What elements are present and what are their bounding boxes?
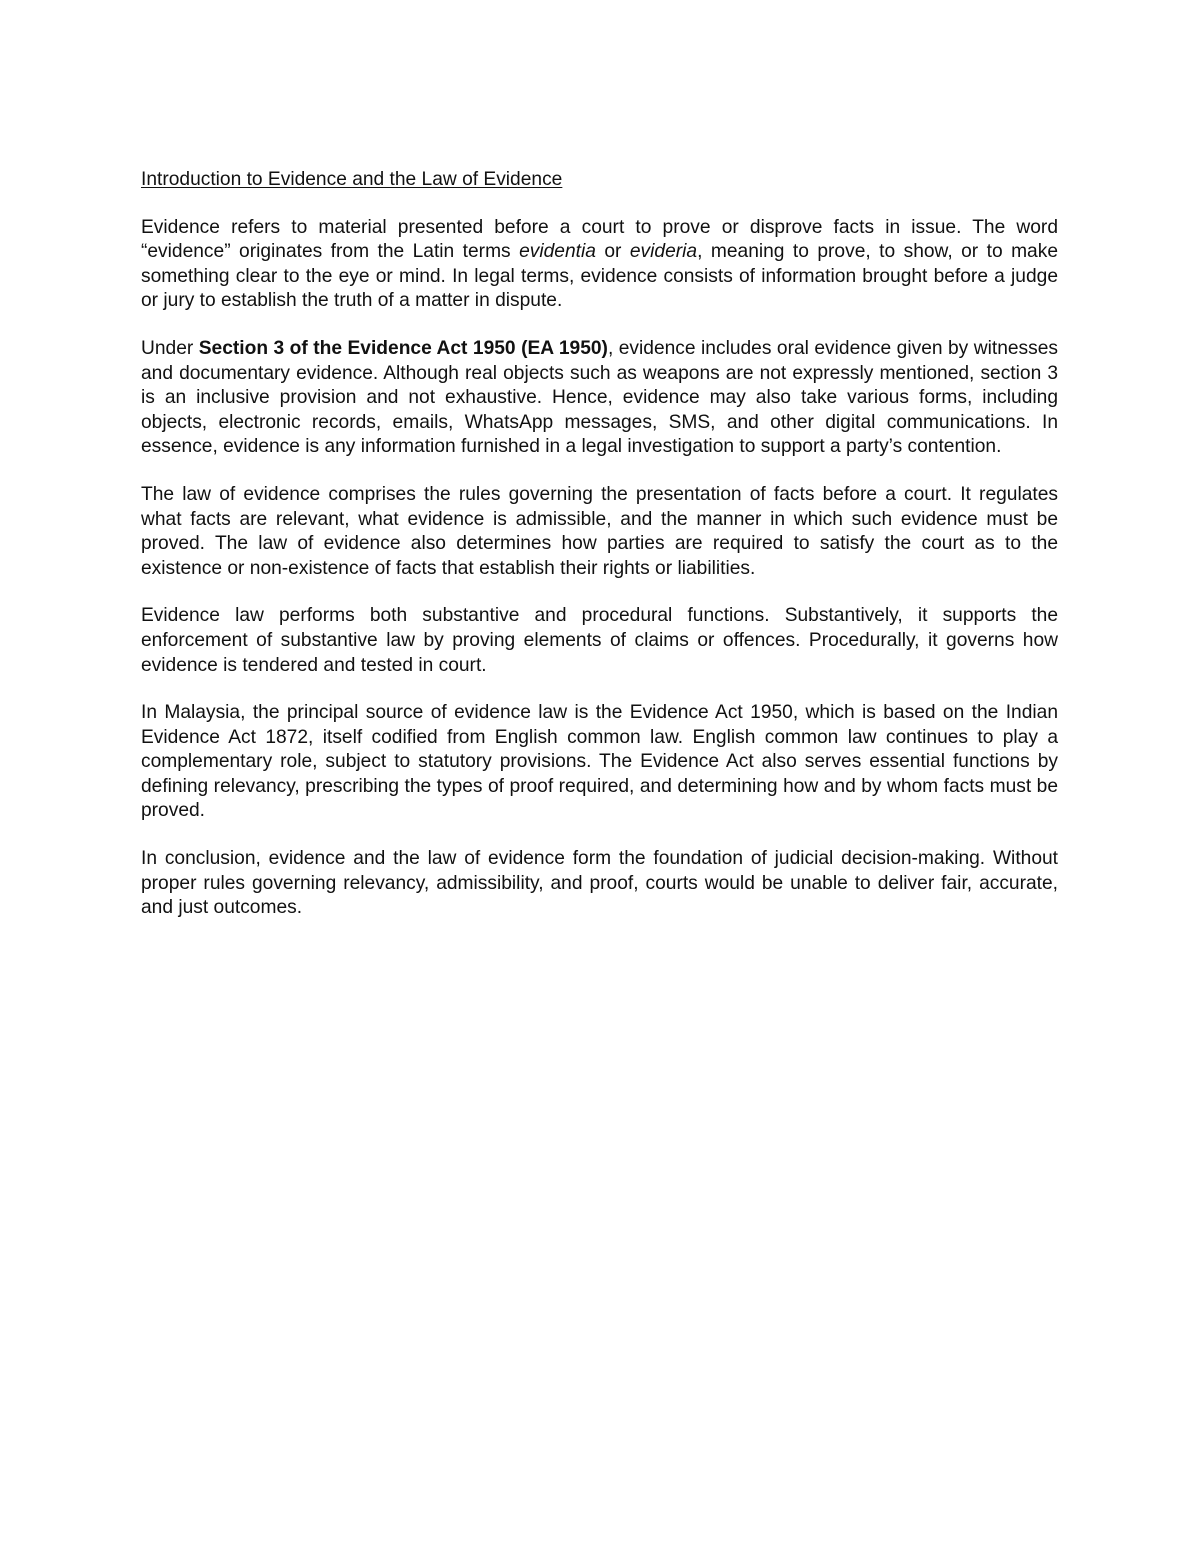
paragraph-conclusion: In conclusion, evidence and the law of evidence form the foundation of judicial decision-making. Without proper rules governing relevancy, admissibility, and proof, courts would be unable to deliver fair, accurate, and just outcomes. — [141, 848, 1058, 919]
latin-term-evideria: evideria — [629, 241, 698, 263]
paragraph-text: , evidence includes oral evidence given by witnesses and documentary evidence. Although real objects such as weapons are not expressly mentioned, section 3 is an inclusive provision and not exhaustive. Hence, evidence may also take various forms, including objects, electronic records, emails, WhatsApp messages, SMS, and other digital communications. In essence, evidence is any information furnished in a legal investigation to support a party’s contention. — [141, 337, 1058, 458]
paragraph-functions: Evidence law performs both substantive and procedural functions. Substantively, it supports the enforcement of substantive law by proving elements of claims or offences. Procedurally, it governs how evidence is tendered and tested in court. — [141, 605, 1058, 676]
paragraph-section-3 — [141, 337, 1058, 460]
latin-term-evidentia: evidentia — [519, 241, 596, 263]
document-body — [141, 168, 1058, 944]
paragraph-malaysia-sources: In Malaysia, the principal source of evidence law is the Evidence Act 1950, which is based on the Indian Evidence Act 1872, itself codified from English common law. English common law continues to play a complementary role, subject to statutory provisions. The Evidence Act also serves essential functions by defining relevancy, prescribing the types of proof required, and determining how and by whom facts must be proved. — [141, 702, 1058, 822]
paragraph-text: , meaning to prove, to show, or to make something clear to the eye or mind. In legal terms, evidence consists of information brought before a judge or jury to establish the truth of a matter in dispute. — [141, 241, 1058, 312]
paragraph-law-of-evidence: The law of evidence comprises the rules governing the presentation of facts before a court. It regulates what facts are relevant, what evidence is admissible, and the manner in which such evidence must be proved. The law of evidence also determines how parties are required to satisfy the court as to the existence or non-existence of facts that establish their rights or liabilities. — [141, 483, 1058, 579]
paragraph-text: Evidence refers to material presented before a court to prove or disprove facts in issue. The word “evidence” originates from the Latin terms — [141, 216, 1058, 263]
document-title: Introduction to Evidence and the Law of Evidence — [141, 169, 563, 190]
paragraph-definition — [141, 216, 1058, 314]
paragraph-text: or — [595, 241, 630, 263]
statute-reference: Section 3 of the Evidence Act 1950 (EA 1950) — [198, 337, 608, 359]
paragraph-text: Under — [141, 337, 199, 359]
